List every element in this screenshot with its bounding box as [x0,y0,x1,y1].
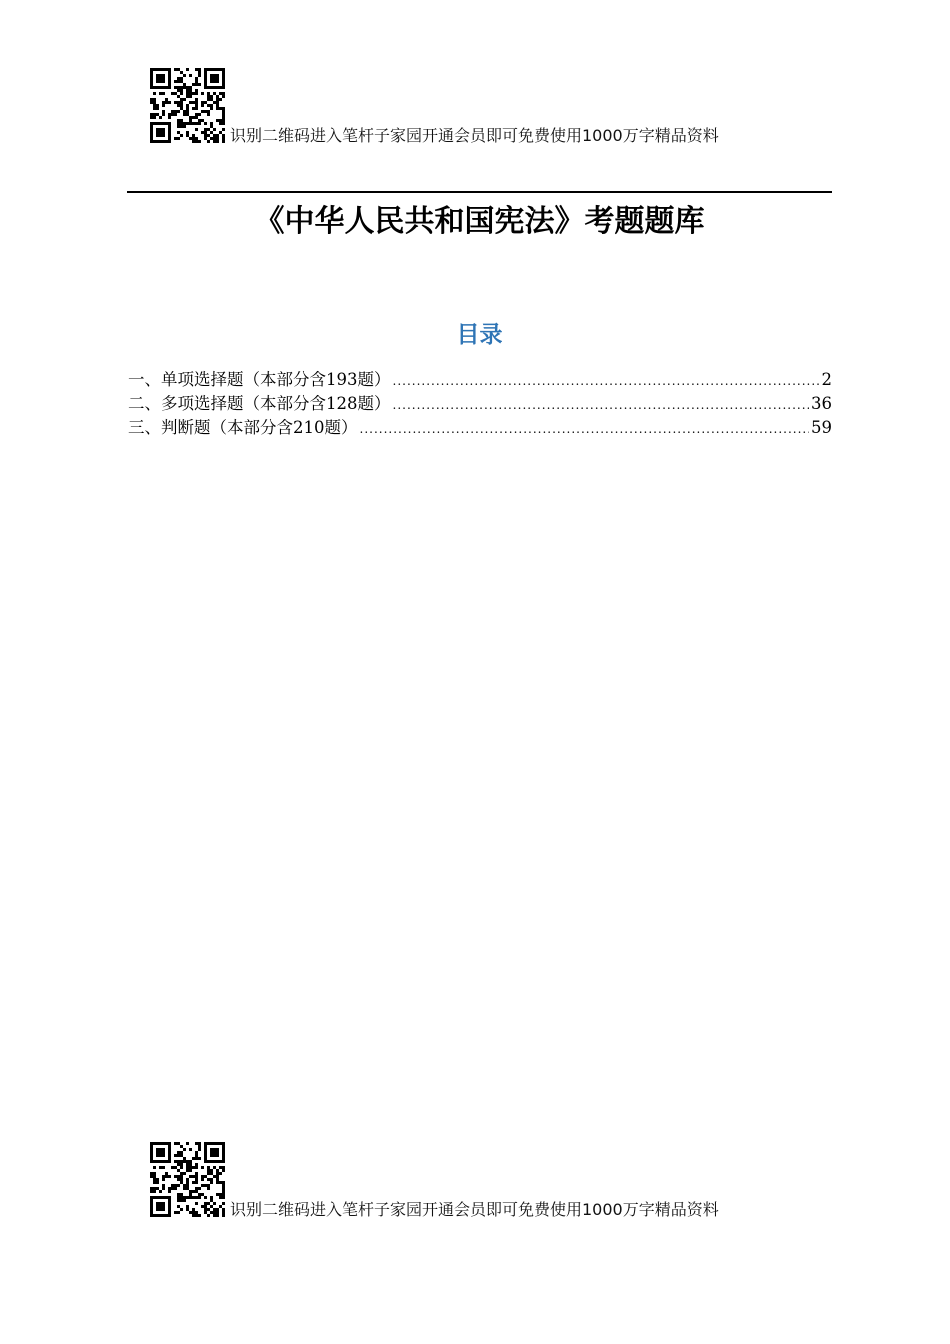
promo-text: 识别二维码进入笔杆子家园开通会员即可免费使用1000万字精品资料 [230,1200,719,1219]
toc-leader-dots [360,417,810,441]
toc-entry-page: 2 [821,370,832,389]
toc-leader-dots [393,369,820,393]
toc-entry-label: 三、判断题（本部分含210题） [128,418,358,437]
toc-entry-label: 二、多项选择题（本部分含128题） [128,394,391,413]
toc-heading: 目录 [456,321,503,348]
header-promo [150,68,850,148]
toc-entry[interactable] [128,416,832,440]
title-divider [127,191,832,193]
toc-entry-label: 一、单项选择题（本部分含193题） [128,370,391,389]
qr-code-icon[interactable] [150,68,225,143]
toc-entry[interactable] [128,368,832,392]
qr-code-icon[interactable] [150,1142,225,1217]
table-of-contents [128,368,832,440]
toc-entry[interactable] [128,392,832,416]
document-title: 《中华人民共和国宪法》考题题库 [254,204,705,239]
toc-entry-page: 36 [811,394,832,413]
toc-leader-dots [393,393,810,417]
footer-promo [150,1142,850,1222]
toc-entry-page: 59 [811,418,832,437]
promo-text: 识别二维码进入笔杆子家园开通会员即可免费使用1000万字精品资料 [230,126,719,145]
